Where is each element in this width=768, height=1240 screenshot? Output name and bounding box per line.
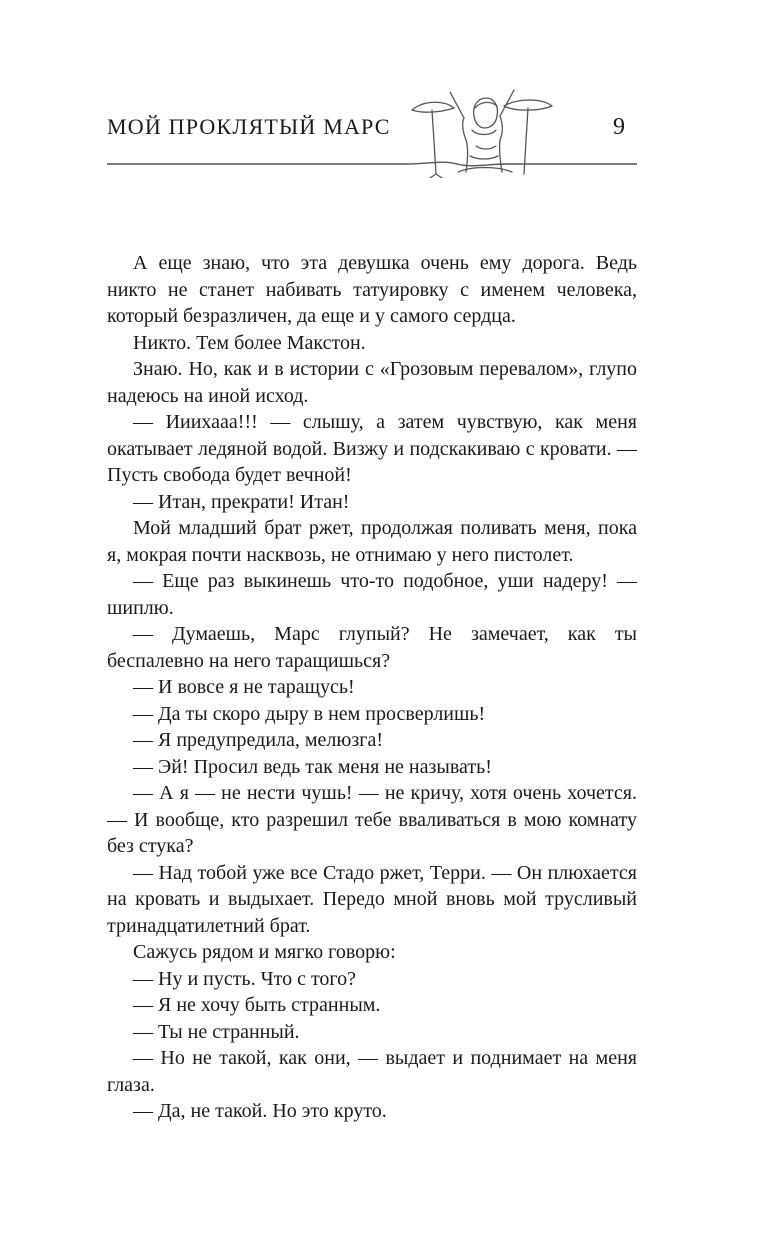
running-title: МОЙ ПРОКЛЯТЫЙ МАРС [107,114,391,139]
paragraph: Знаю. Но, как и в истории с «Грозовым перевалом», глупо надеюсь на иной исход. [107,358,637,407]
paragraph: — Эй! Просил ведь так меня не называть! [133,755,492,778]
paragraph: А еще знаю, что эта девушка очень ему дорога. Ведь никто не станет набивать татуировку с именем человека, который безразличен, да еще и у самого сердца. [107,252,637,327]
paragraph: Сажусь рядом и мягко говорю: [133,941,396,963]
header-rule [107,158,637,168]
page-header [107,112,637,166]
paragraph: — Да ты скоро дыру в нем просверлишь! [133,702,486,725]
paragraph: — Да, не такой. Но это круто. [133,1100,387,1122]
paragraph: — А я — не нести чушь! — не кричу, хотя очень хочется. — И вообще, кто разрешил тебе вваливаться в мою комнату без стука? [107,782,637,857]
paragraph: — Итан, прекрати! Итан! [133,490,350,513]
paragraph: — Еще раз выкинешь что-то подобное, уши надеру! — шиплю. [107,570,637,619]
paragraph: Никто. Тем более Макстон. [133,331,366,354]
page-number: 9 [613,114,625,140]
paragraph: — И вовсе я не таращусь! [133,676,355,698]
paragraph: — Но не такой, как они, — выдает и поднимает на меня глаза. [107,1047,637,1096]
paragraph: — Я не хочу быть странным. [133,994,381,1016]
paragraph: — Ииихааа!!! — слышу, а затем чувствую, как меня окатывает ледяной водой. Визжу и подскакиваю с кровати. — Пусть свобода будет вечной! [107,411,637,486]
paragraph: — Над тобой уже все Стадо ржет, Терри. — Он плюхается на кровать и выдыхает. Передо мной вновь мой трусливый тринадцатилетний брат. [107,861,637,937]
paragraph: — Думаешь, Марс глупый? Не замечает, как ты беспалевно на него таращишься? [107,623,637,672]
paragraph: Мой младший брат ржет, продолжая поливать меня, пока я, мокрая почти насквозь, не отнимаю у него пистолет. [107,517,637,566]
paragraph: — Я предупредила, мелюзга! [133,729,383,751]
paragraph: — Ты не странный. [133,1020,300,1043]
paragraph: — Ну и пусть. Что с того? [133,967,356,990]
body-text [107,250,637,1125]
